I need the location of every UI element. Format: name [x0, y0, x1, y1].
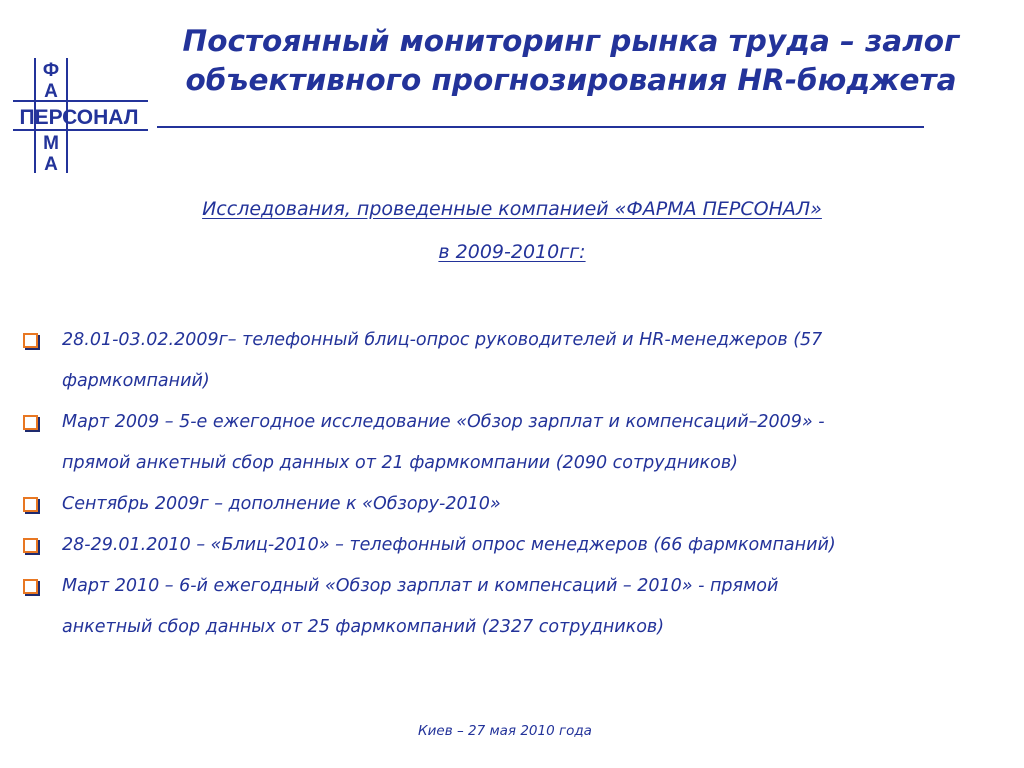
title-divider: [157, 126, 924, 128]
logo-letter-3: М: [43, 133, 59, 154]
subtitle-line-1: Исследования, проведенные компанией «ФАРМА ПЕРСОНАЛ»: [202, 198, 822, 220]
logo-cross-graphic: [10, 58, 150, 173]
list-item: [22, 484, 982, 525]
logo-letter-2: А: [44, 81, 58, 102]
list-item-line-1: Март 2010 – 6-й ежегодный «Обзор зарплат и компенсаций – 2010» - прямой: [62, 576, 779, 596]
logo-letter-4: А: [44, 154, 58, 173]
subtitle-line-2: в 2009-2010гг:: [438, 241, 586, 263]
checkbox-bullet-icon: [23, 579, 38, 594]
footer-location-date: Киев – 27 мая 2010 года: [418, 723, 592, 739]
logo-letter-1: Ф: [42, 60, 60, 81]
company-logo: [10, 58, 150, 173]
list-item-line-2: фармкомпаний): [62, 371, 210, 391]
list-item-line-2: прямой анкетный сбор данных от 21 фармкомпании (2090 сотрудников): [62, 453, 738, 473]
checkbox-bullet-icon: [23, 415, 38, 430]
list-item-line-1: Сентябрь 2009г – дополнение к «Обзору-2010»: [62, 494, 501, 514]
page-title: [158, 22, 984, 100]
checkbox-bullet-icon: [23, 333, 38, 348]
list-item: [22, 525, 982, 566]
list-item: [22, 320, 982, 402]
list-item: [22, 402, 982, 484]
title-line-2: объективного прогнозирования HR-бюджета: [185, 63, 957, 97]
logo-horizontal-word: ПЕРСОНАЛ: [19, 106, 139, 129]
list-item-line-1: 28-29.01.2010 – «Блиц-2010» – телефонный опрос менеджеров (66 фармкомпаний): [62, 535, 836, 555]
checkbox-bullet-icon: [23, 497, 38, 512]
list-item-line-2: анкетный сбор данных от 25 фармкомпаний (2327 сотрудников): [62, 617, 665, 637]
checkbox-bullet-icon: [23, 538, 38, 553]
title-line-1: Постоянный мониторинг рынка труда – залог: [182, 24, 960, 58]
subtitle: [0, 188, 1024, 274]
list-item: [22, 566, 982, 648]
list-item-line-1: Март 2009 – 5-е ежегодное исследование «Обзор зарплат и компенсаций–2009» -: [62, 412, 825, 432]
research-list: [22, 320, 982, 648]
list-item-line-1: 28.01-03.02.2009г– телефонный блиц-опрос руководителей и HR-менеджеров (57: [62, 330, 823, 350]
